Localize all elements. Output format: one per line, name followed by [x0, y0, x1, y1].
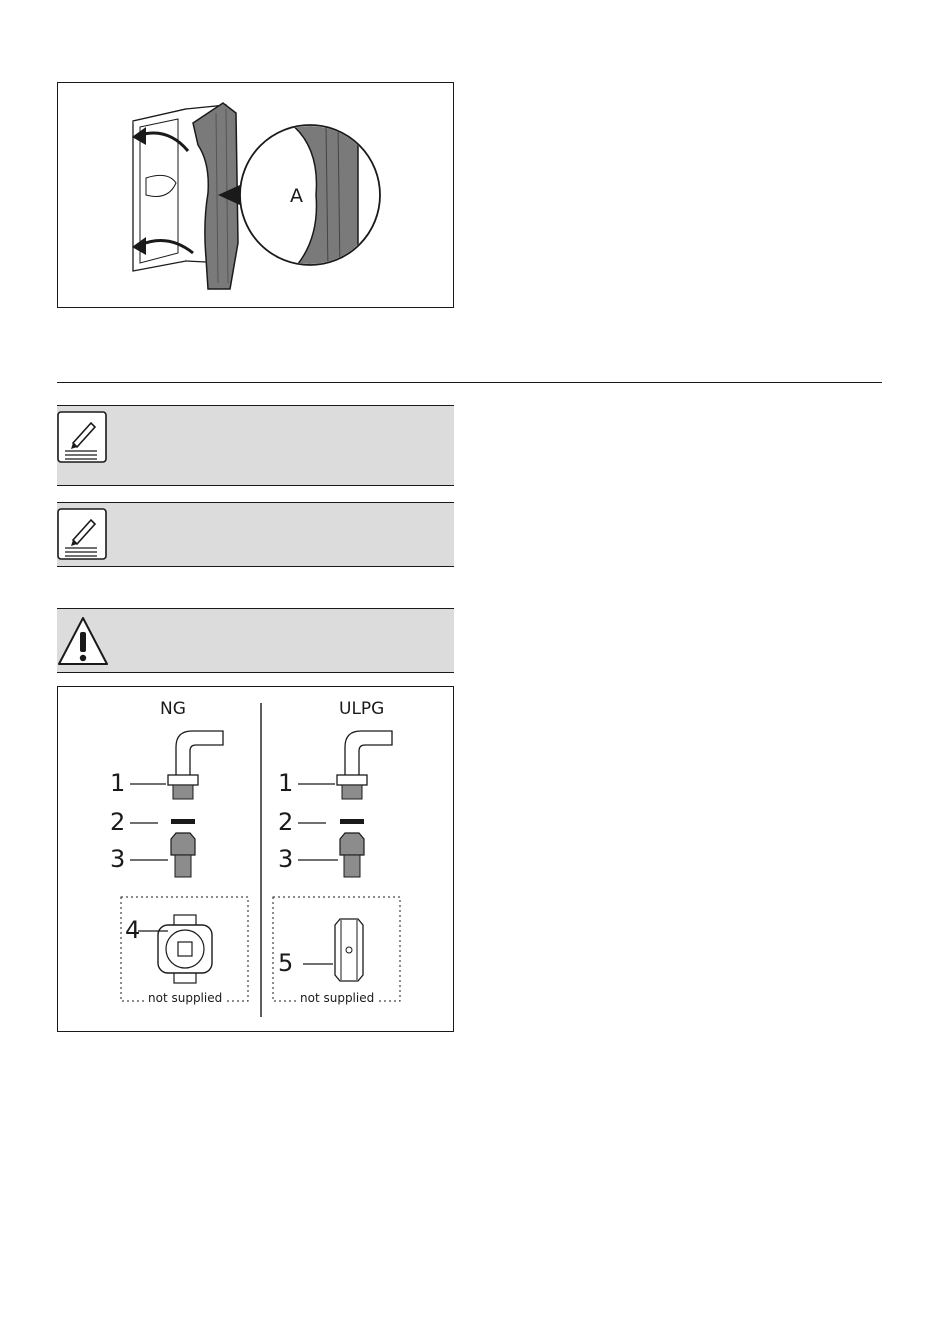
- note-box-2: [57, 502, 454, 567]
- note-box-1: [57, 405, 454, 486]
- ng-label-1: 1: [110, 769, 126, 797]
- section-divider: [57, 382, 882, 383]
- pencil-note-icon: [57, 508, 107, 564]
- ng-parts: [121, 731, 248, 1001]
- ng-label-3: 3: [110, 845, 126, 873]
- ulpg-label-3: 3: [278, 845, 294, 873]
- ulpg-not-supplied: not supplied: [300, 991, 375, 1005]
- ulpg-label-2: 2: [278, 808, 294, 836]
- ng-label-2: 2: [110, 808, 126, 836]
- ulpg-label-1: 1: [278, 769, 294, 797]
- gas-connection-figure: [57, 686, 454, 1032]
- warning-triangle-icon: [57, 615, 109, 671]
- ng-label-4: 4: [125, 916, 141, 944]
- ulpg-title: ULPG: [339, 699, 385, 719]
- pencil-note-icon: [57, 411, 107, 467]
- warning-box: [57, 608, 454, 673]
- door-seal-illustration: [58, 83, 453, 307]
- callout-label-a: A: [290, 185, 303, 207]
- door-figure: [57, 82, 454, 308]
- ng-not-supplied: not supplied: [148, 991, 223, 1005]
- ng-title: NG: [160, 699, 186, 719]
- ulpg-label-5: 5: [278, 949, 294, 977]
